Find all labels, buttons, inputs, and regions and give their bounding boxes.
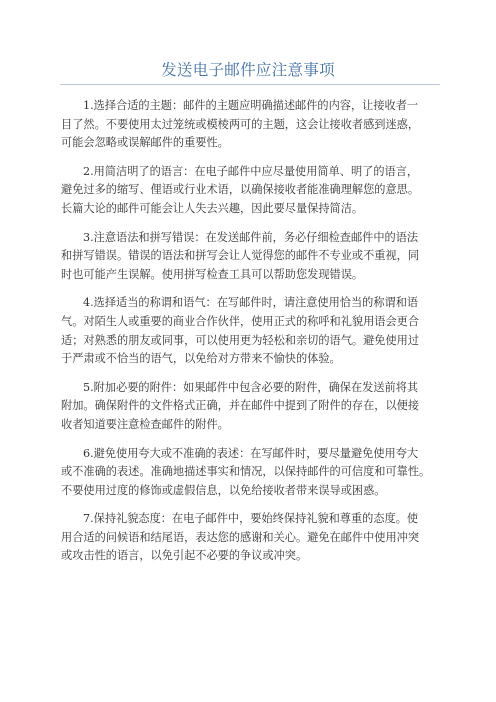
paragraph-line: 可能会忽略或误解邮件的重要性。 xyxy=(61,136,229,150)
document-body xyxy=(61,97,441,576)
paragraph-1 xyxy=(61,97,441,153)
paragraph-line: 时也可能产生误解。使用拼写检查工具可以帮助您发现错误。 xyxy=(61,267,364,281)
paragraph-line: 2.用简洁明了的语言：在电子邮件中应尽量使用简单、明了的语言， xyxy=(83,164,419,178)
paragraph-line: 于严肃或不恰当的语气，以免给对方带来不愉快的体验。 xyxy=(61,352,341,366)
paragraph-5 xyxy=(61,379,441,435)
document-title: 发送电子邮件应注意事项 xyxy=(161,61,335,79)
paragraph-line: 不要使用过度的修饰或虚假信息，以免给接收者带来误导或困惑。 xyxy=(61,483,386,497)
paragraph-line: 1.选择合适的主题：邮件的主题应明确描述邮件的内容，让接收者一 xyxy=(83,99,419,112)
paragraph-line: 或攻击性的语言，以免引起不必要的争议或冲突。 xyxy=(61,549,308,563)
paragraph-line: 避免过多的缩写、俚语或行业术语，以确保接收者能准确理解您的意思。 xyxy=(61,183,420,197)
paragraph-7 xyxy=(61,510,441,566)
paragraph-line: 6.避免使用夸大或不准确的表述：在写邮件时，要尽量避免使用夸大 xyxy=(83,446,419,460)
paragraph-line: 和拼写错误。错误的语法和拼写会让人觉得您的邮件不专业或不重视，同 xyxy=(61,249,420,263)
paragraph-line: 5.附加必要的附件：如果邮件中包含必要的附件，确保在发送前将其 xyxy=(83,380,419,394)
paragraph-line: 3.注意语法和拼写错误：在发送邮件前，务必仔细检查邮件中的语法 xyxy=(83,230,419,244)
title-divider xyxy=(60,84,440,85)
paragraph-line: 或不准确的表述。准确地描述事实和情况，以保持邮件的可信度和可靠性。 xyxy=(61,465,431,479)
paragraph-line: 气。对陌生人或重要的商业合作伙伴，使用正式的称呼和礼貌用语会更合 xyxy=(61,314,420,328)
paragraph-4 xyxy=(61,294,441,368)
paragraph-line: 7.保持礼貌态度：在电子邮件中，要始终保持礼貌和尊重的态度。使 xyxy=(83,512,419,526)
paragraph-line: 4.选择适当的称谓和语气：在写邮件时，请注意使用恰当的称谓和语 xyxy=(83,296,419,310)
paragraph-line: 适；对熟悉的朋友或同事，可以使用更为轻松和亲切的语气。避免使用过 xyxy=(61,333,420,347)
paragraph-line: 附加。确保附件的文件格式正确，并在邮件中提到了附件的存在，以便接 xyxy=(61,399,420,413)
paragraph-2 xyxy=(61,163,441,219)
paragraph-line: 长篇大论的邮件可能会让人失去兴趣，因此要尽量保持简洁。 xyxy=(61,201,364,215)
paragraph-line: 收者知道要注意检查邮件的附件。 xyxy=(61,417,229,431)
paragraph-3 xyxy=(61,229,441,285)
paragraph-6 xyxy=(61,445,441,501)
paragraph-line: 目了然。不要使用太过笼统或模棱两可的主题，这会让接收者感到迷惑， xyxy=(61,117,420,131)
paragraph-line: 用合适的问候语和结尾语，表达您的感谢和关心。避免在邮件中使用冲突 xyxy=(61,530,420,544)
